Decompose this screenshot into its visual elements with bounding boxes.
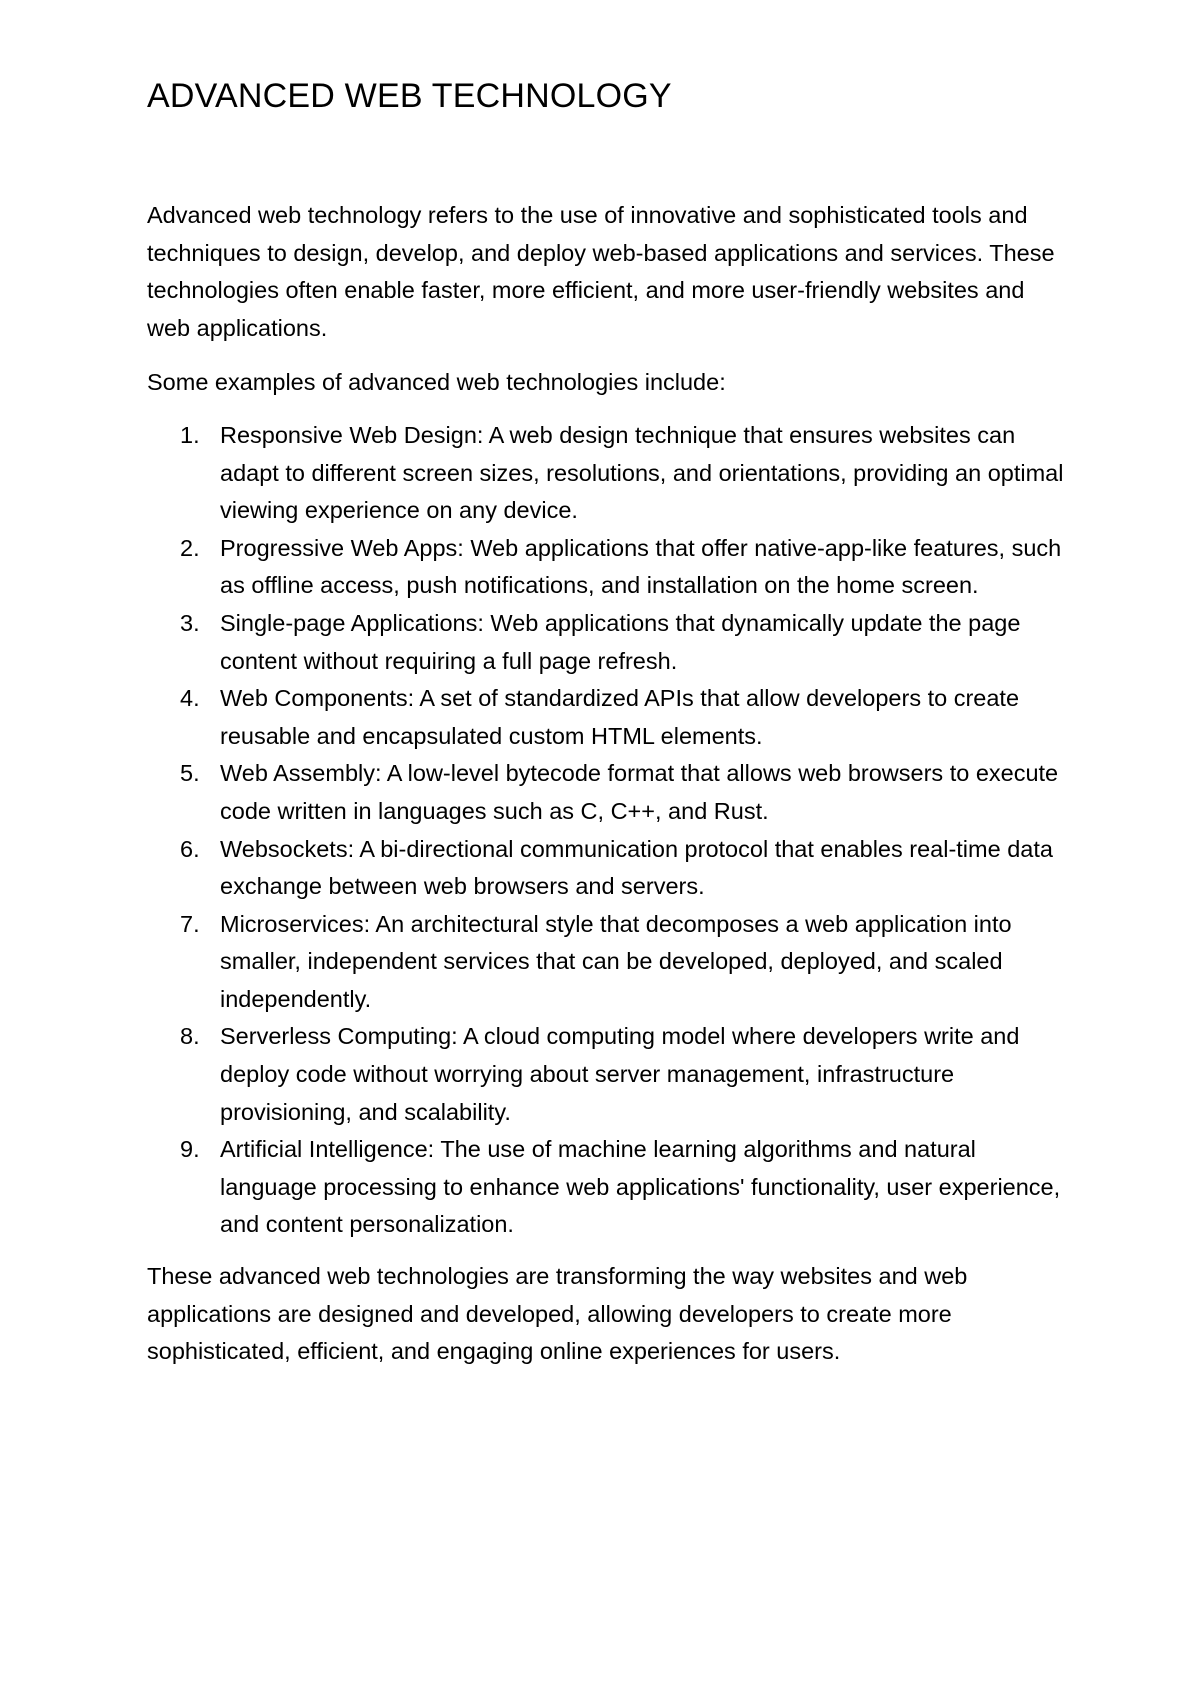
document-title: ADVANCED WEB TECHNOLOGY	[147, 77, 672, 115]
list-item-text: Websockets: A bi-directional communication protocol that enables real-time data exchange between web browsers and servers.	[220, 835, 1053, 900]
list-item	[147, 1018, 1067, 1131]
list-item-number: 2.	[180, 534, 200, 561]
list-item	[147, 680, 1067, 755]
list-item-number: 5.	[180, 760, 200, 787]
examples-lead-paragraph: Some examples of advanced web technologies include:	[147, 369, 726, 396]
list-item-text: Web Components: A set of standardized APIs that allow developers to create reusable and encapsulated custom HTML elements.	[220, 685, 1020, 749]
list-item-text: Responsive Web Design: A web design technique that ensures websites can adapt to different screen sizes, resolutions, and orientations, providing an optimal viewing experience on any device.	[220, 421, 1064, 524]
list-item	[147, 605, 1067, 680]
list-item-number: 4.	[180, 685, 200, 712]
list-item-number: 3.	[180, 609, 200, 636]
conclusion-paragraph: These advanced web technologies are transforming the way websites and web applications are designed and developed, allowing developers to create more sophisticated, efficient, and engaging online experiences for users.	[147, 1263, 968, 1365]
list-item-number: 1.	[180, 421, 200, 448]
intro-paragraph: Advanced web technology refers to the use of innovative and sophisticated tools and techniques to design, develop, and deploy web-based applications and services. These technologies often enable faster, more efficient, and more user-friendly websites and web applications.	[147, 202, 1055, 341]
list-item-number: 7.	[180, 910, 200, 937]
list-item	[147, 530, 1067, 605]
list-item	[147, 906, 1067, 1019]
list-item-number: 8.	[180, 1023, 200, 1050]
list-item-text: Progressive Web Apps: Web applications that offer native-app-like features, such as offline access, push notifications, and installation on the home screen.	[220, 534, 1062, 599]
list-item-text: Serverless Computing: A cloud computing model where developers write and deploy code without worrying about server management, infrastructure provisioning, and scalability.	[220, 1023, 1020, 1125]
list-item-number: 6.	[180, 835, 200, 862]
list-item	[147, 831, 1067, 906]
document-body	[147, 197, 1067, 1371]
list-item-number: 9.	[180, 1136, 200, 1163]
examples-list	[147, 417, 1067, 1244]
list-item-text: Artificial Intelligence: The use of machine learning algorithms and natural language processing to enhance web applications' functionality, user experience, and content personalization.	[220, 1136, 1061, 1238]
list-item	[147, 755, 1067, 830]
list-item	[147, 1131, 1067, 1244]
list-item-text: Microservices: An architectural style that decomposes a web application into smaller, independent services that can be developed, deployed, and scaled independently.	[220, 910, 1012, 1012]
list-item-text: Single-page Applications: Web applications that dynamically update the page content without requiring a full page refresh.	[220, 609, 1021, 674]
list-item	[147, 417, 1067, 530]
list-item-text: Web Assembly: A low-level bytecode format that allows web browsers to execute code written in languages such as C, C++, and Rust.	[220, 760, 1059, 824]
